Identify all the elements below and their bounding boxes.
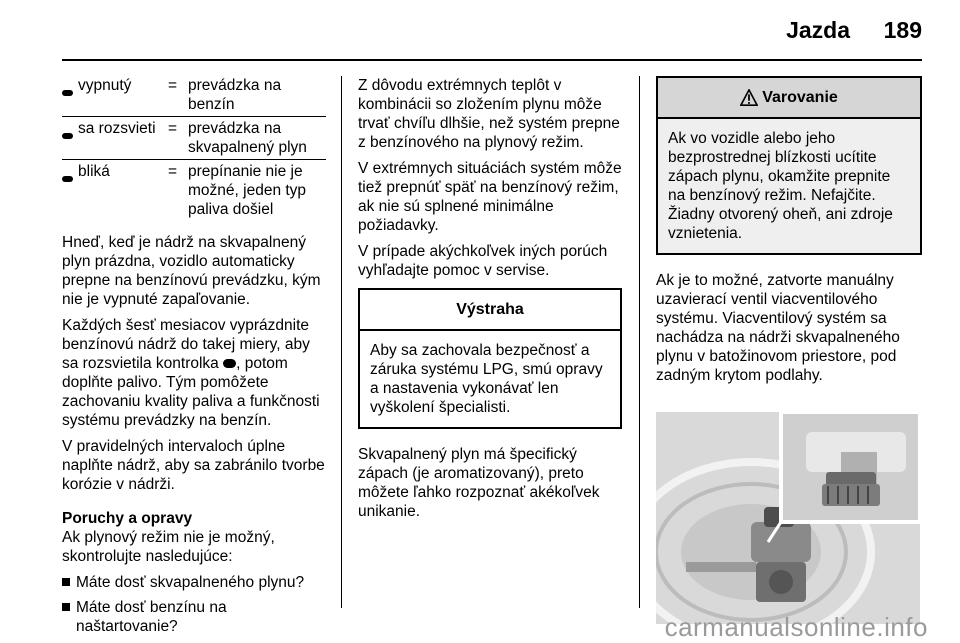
- paragraph: Hneď, keď je nádrž na skvapalnený plyn prázdna, vozidlo automaticky prepne na benzínovú prevádzku, kým nie je vypnuté zapaľovanie.: [62, 234, 321, 308]
- paragraph: Z dôvodu extrémnych teplôt v kombinácii so zložením plynu môže trvať chvíľu dlhšie, než systém prepne z benzínového na plynový režim.: [358, 77, 620, 151]
- watermark: carmanualsonline.info: [664, 612, 928, 642]
- page-number: 189: [883, 17, 922, 43]
- paragraph: Ak je to možné, zatvorte manuálny uzavierací ventil viacventilového systému. Viacventilový systém sa nachádza na nádrži skvapalneného plynu v batožinovom priestore, pod zadným krytom podlahy.: [656, 272, 900, 384]
- status-equals: =: [168, 77, 178, 94]
- paragraph: V prípade akýchkoľvek iných porúch vyhľadajte pomoc v servise.: [358, 243, 608, 279]
- checklist: [62, 573, 326, 636]
- status-state: bliká: [78, 163, 110, 180]
- list-item: [62, 573, 326, 592]
- lpg-lamp-icon: [62, 162, 78, 219]
- paragraph-text: , potom doplňte palivo. Tým pomôžete zachovaniu kvality paliva a funkčnosti systému prevádzky na benzín.: [62, 355, 320, 429]
- status-state: vypnutý: [78, 77, 132, 94]
- status-row: [62, 76, 326, 114]
- lpg-lamp-icon: [62, 119, 78, 157]
- caution-text: Aby sa zachovala bezpečnosť a záruka systému LPG, smú opravy a nastavenia vykonávať len vyškolení špecialisti.: [370, 342, 603, 416]
- column-divider: [341, 76, 342, 608]
- lpg-lamp-icon: [223, 359, 236, 368]
- list-item: [62, 598, 326, 636]
- paragraph: Ak plynový režim nie je možný, skontrolujte nasledujúce:: [62, 529, 275, 565]
- header-divider: [62, 59, 922, 61]
- column-3: [656, 76, 922, 629]
- row-divider: [62, 116, 326, 117]
- page-header: [0, 0, 960, 60]
- status-meaning: prepínanie nie je možné, jeden typ paliva došiel: [188, 163, 307, 218]
- warning-triangle-icon: [740, 89, 758, 107]
- subheading: Poruchy a opravy: [62, 510, 193, 527]
- column-divider: [639, 76, 640, 608]
- lamp-status-table: [62, 76, 326, 219]
- status-meaning: prevádzka na benzín: [188, 77, 282, 113]
- list-item-text: Máte dosť benzínu na naštartovanie?: [76, 599, 227, 635]
- caution-box: [358, 288, 622, 429]
- paragraph: V pravidelných intervaloch úplne naplňte nádrž, aby sa zabránilo tvorbe korózie v nádrži.: [62, 438, 325, 493]
- paragraph: [62, 316, 326, 430]
- paragraph: Skvapalnený plyn má špecifický zápach (je aromatizovaný), preto môžete ľahko rozpoznať akékoľvek unikanie.: [358, 446, 600, 520]
- row-divider: [62, 159, 326, 160]
- warning-box: [656, 76, 922, 255]
- section-title: Jazda: [786, 17, 850, 43]
- warning-text: Ak vo vozidle alebo jeho bezprostrednej blízkosti ucítite zápach plynu, okamžite prepnite na benzínový režim. Nefajčite. Žiadny otvorený oheň, ani zdroje vznietenia.: [658, 119, 920, 253]
- column-2: [358, 76, 622, 528]
- status-equals: =: [168, 163, 178, 180]
- status-equals: =: [168, 120, 178, 137]
- status-state: sa rozsvieti: [78, 120, 156, 137]
- status-row: [62, 119, 326, 157]
- bullet-icon: [62, 603, 70, 611]
- lpg-valve-photo: [656, 412, 920, 624]
- warning-title: Varovanie: [762, 89, 838, 106]
- paragraph: V extrémnych situáciách systém môže tiež prepnúť späť na benzínový režim, ak nie sú splnené minimálne požiadavky.: [358, 160, 622, 234]
- column-1: [62, 76, 326, 642]
- warning-header: [658, 78, 920, 119]
- status-row: [62, 162, 326, 219]
- list-item-text: Máte dosť skvapalneného plynu?: [76, 574, 305, 591]
- bullet-icon: [62, 578, 70, 586]
- paragraph-text: Každých šesť mesiacov vyprázdnite benzínovú nádrž do takej miery, aby sa rozsvietila kontrolka: [62, 317, 310, 372]
- lpg-lamp-icon: [62, 76, 78, 114]
- status-meaning: prevádzka na skvapalnený plyn: [188, 120, 307, 156]
- caution-title: Výstraha: [360, 290, 620, 331]
